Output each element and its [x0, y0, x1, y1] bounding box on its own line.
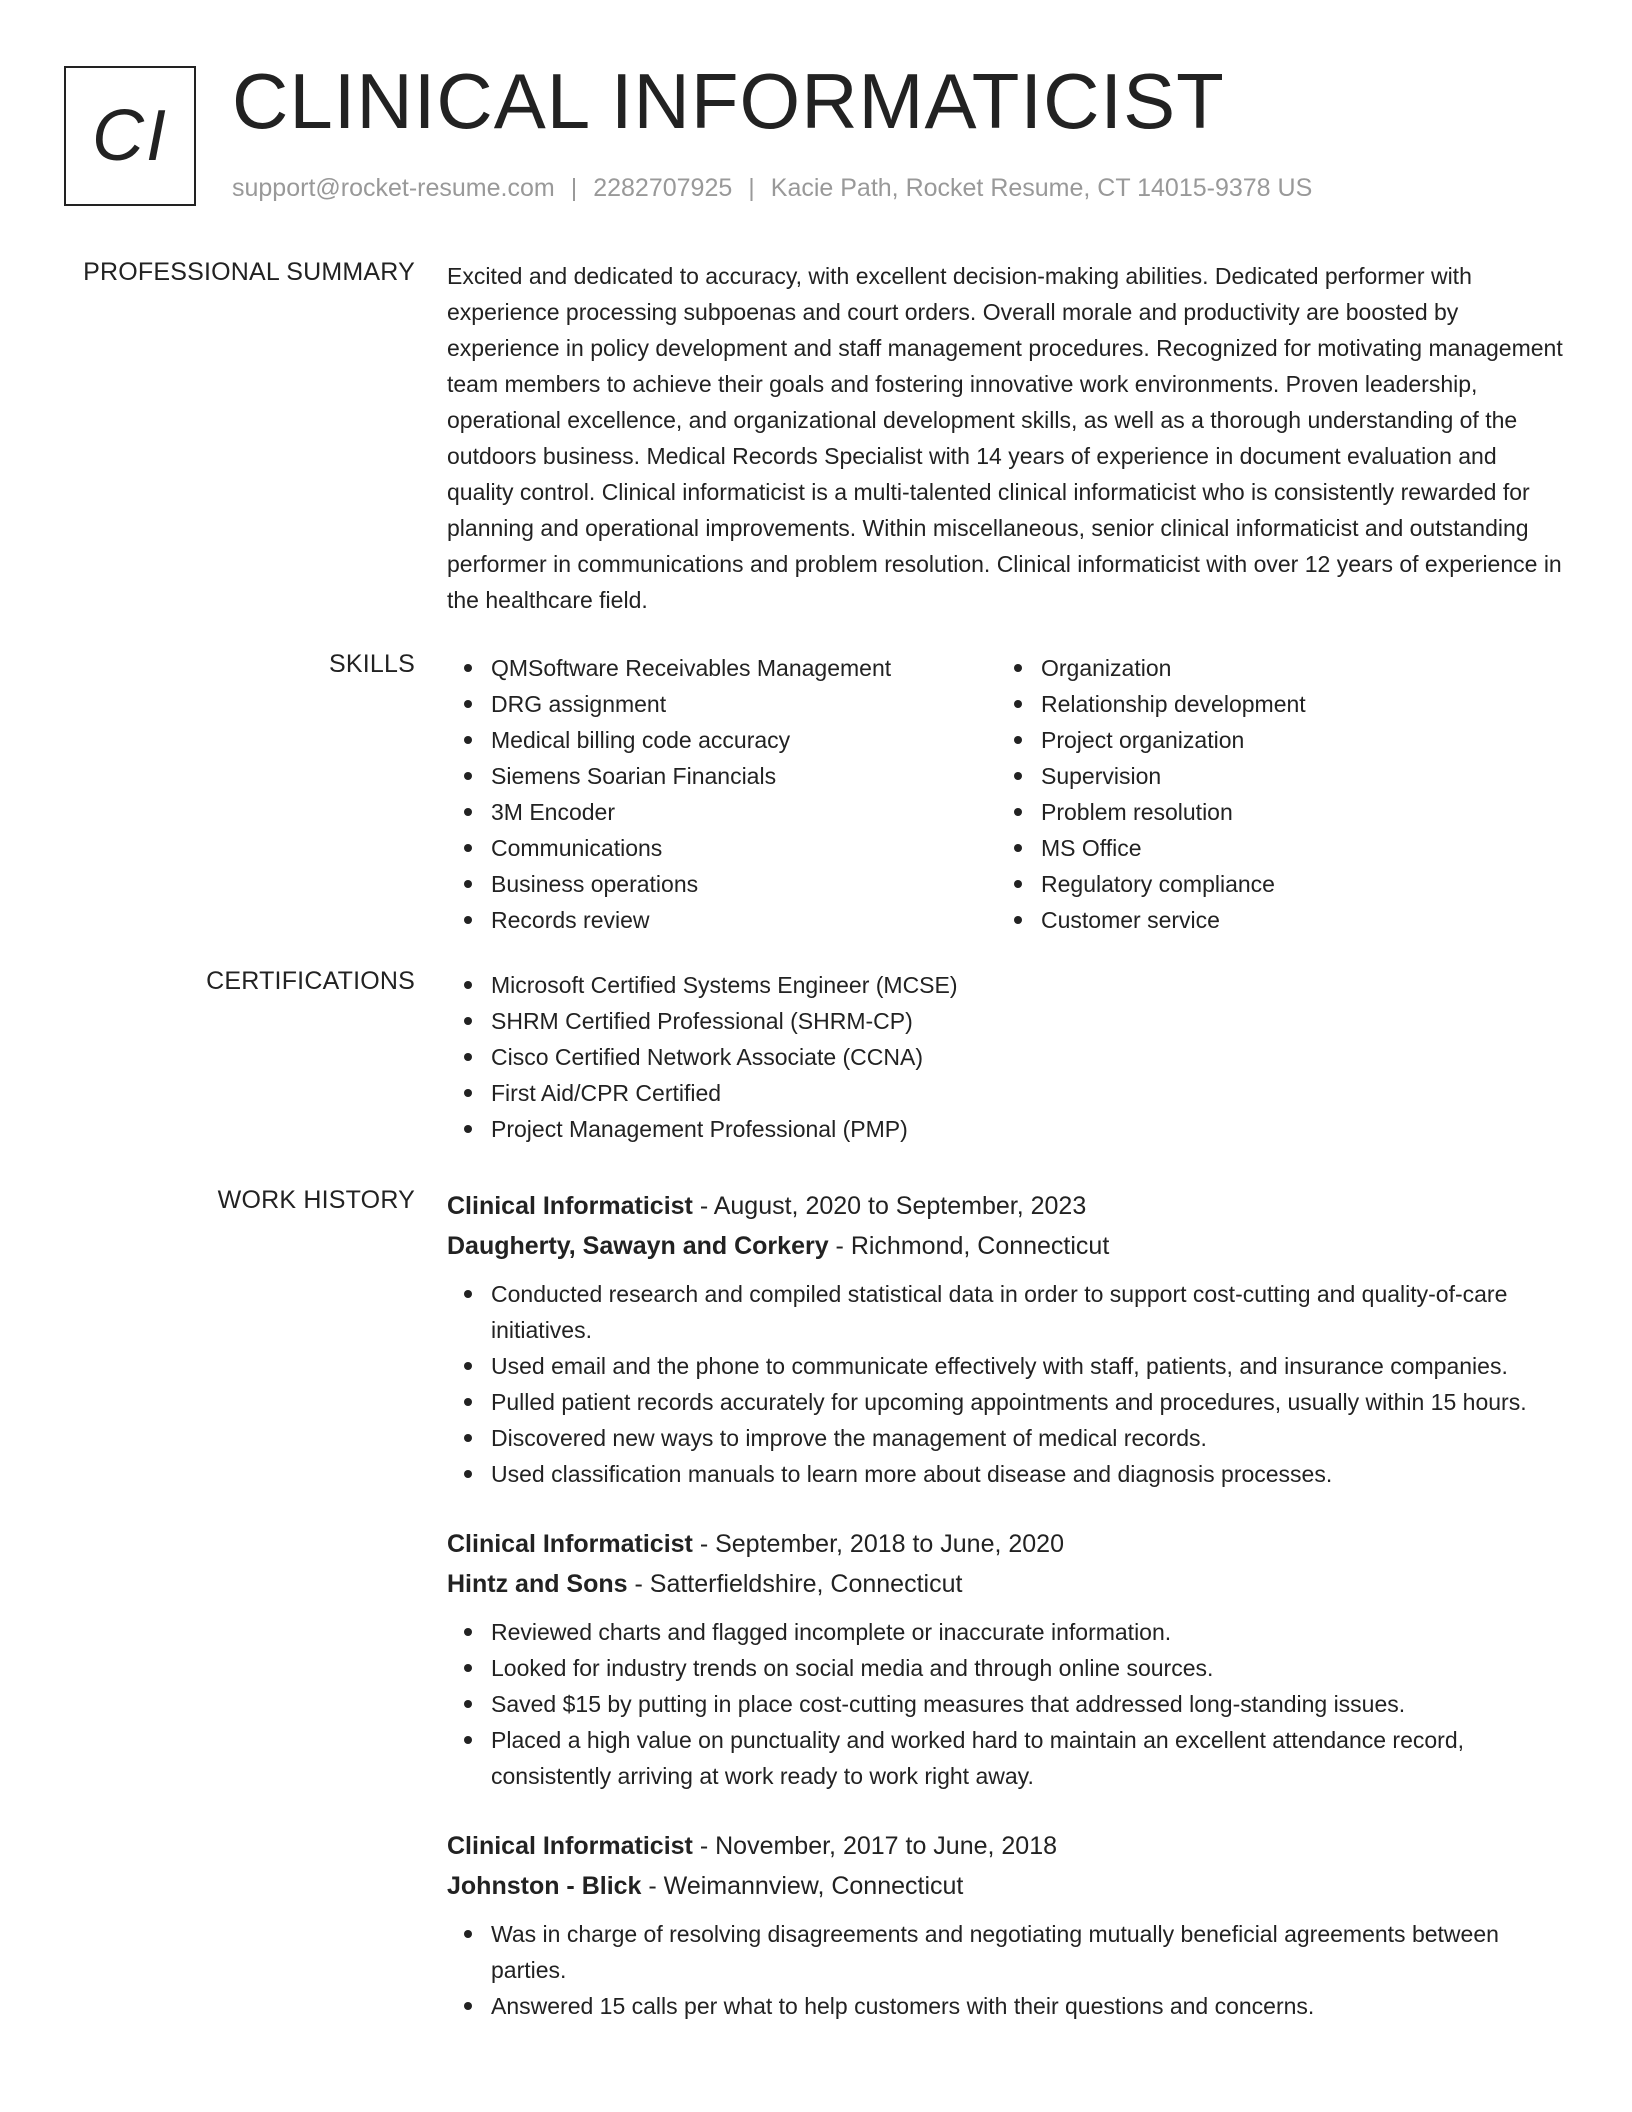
skill-item: Business operations: [447, 866, 997, 902]
monogram-initials: CI: [92, 96, 168, 176]
job-dates: - November, 2017 to June, 2018: [692, 1832, 1058, 1860]
work-history-body: [447, 1186, 1567, 2056]
summary-text: Excited and dedicated to accuracy, with excellent decision-making abilities. Dedicated performer with experience processing subpoenas and court orders. Overall morale and productivity are boosted by experience in policy development and staff management procedures. Recognized for motivating management team members to achieve their goals and fostering innovative work environments. Proven leadership, operational excellence, and organizational development skills, as well as a thorough understanding of the outdoors business. Medical Records Specialist with 14 years of experience in document evaluation and quality control. Clinical informaticist is a multi-talented clinical informaticist who is consistently rewarded for planning and operational improvements. Within miscellaneous, senior clinical informaticist and outstanding performer in communications and problem resolution. Clinical informaticist with over 12 years of experience in the healthcare field.: [447, 263, 1563, 613]
job-title-line: [447, 1826, 1567, 1866]
job-bullet: Used classification manuals to learn more about disease and diagnosis processes.: [447, 1456, 1567, 1492]
job-bullet: Saved $15 by putting in place cost-cutting measures that addressed long-standing issues.: [447, 1686, 1567, 1722]
job-bullets: [447, 1614, 1567, 1794]
job-company-line: [447, 1564, 1567, 1604]
summary-body: [447, 258, 1567, 618]
contact-phone: 2282707925: [593, 174, 733, 202]
skill-item: Organization: [997, 650, 1547, 686]
section-label-work-history: WORK HISTORY: [217, 1186, 415, 1214]
contact-line: [232, 174, 1312, 203]
skill-item: Medical billing code accuracy: [447, 722, 997, 758]
skill-item: DRG assignment: [447, 686, 997, 722]
certifications-body: [447, 967, 1567, 1147]
job-entry: [447, 1826, 1567, 2024]
skill-item: Supervision: [997, 758, 1547, 794]
skills-body: [447, 650, 1567, 938]
job-company-line: [447, 1866, 1567, 1906]
skill-item: Problem resolution: [997, 794, 1547, 830]
certification-item: Cisco Certified Network Associate (CCNA): [447, 1039, 1567, 1075]
job-company: Daugherty, Sawayn and Corkery: [447, 1232, 829, 1260]
job-entry: [447, 1186, 1567, 1492]
certification-item: First Aid/CPR Certified: [447, 1075, 1567, 1111]
job-title: Clinical Informaticist: [447, 1530, 693, 1558]
skill-item: MS Office: [997, 830, 1547, 866]
job-dates: - August, 2020 to September, 2023: [692, 1192, 1087, 1220]
job-bullet: Placed a high value on punctuality and worked hard to maintain an excellent attendance record, consistently arriving at work ready to work right away.: [447, 1722, 1567, 1794]
job-location: - Weimannview, Connecticut: [641, 1872, 964, 1900]
job-entry: [447, 1524, 1567, 1794]
skill-item: Records review: [447, 902, 997, 938]
job-bullet: Looked for industry trends on social media and through online sources.: [447, 1650, 1567, 1686]
job-bullet: Pulled patient records accurately for upcoming appointments and procedures, usually within 15 hours.: [447, 1384, 1567, 1420]
job-bullets: [447, 1276, 1567, 1492]
job-company-line: [447, 1226, 1567, 1266]
contact-separator: |: [748, 174, 755, 202]
certification-item: Project Management Professional (PMP): [447, 1111, 1567, 1147]
skill-item: Regulatory compliance: [997, 866, 1547, 902]
skill-item: Siemens Soarian Financials: [447, 758, 997, 794]
section-label-summary: PROFESSIONAL SUMMARY: [83, 258, 415, 286]
skill-item: Relationship development: [997, 686, 1547, 722]
job-title-line: [447, 1524, 1567, 1564]
job-title: Clinical Informaticist: [447, 1832, 693, 1860]
certifications-list: [447, 967, 1567, 1147]
certification-item: SHRM Certified Professional (SHRM-CP): [447, 1003, 1567, 1039]
skills-list-right: [997, 650, 1547, 938]
skill-item: QMSoftware Receivables Management: [447, 650, 997, 686]
resume-title: CLINICAL INFORMATICIST: [232, 57, 1225, 145]
contact-separator: |: [570, 174, 578, 202]
skill-item: Communications: [447, 830, 997, 866]
job-bullet: Was in charge of resolving disagreements and negotiating mutually beneficial agreements between parties.: [447, 1916, 1567, 1988]
section-label-skills: SKILLS: [329, 650, 415, 678]
job-bullet: Reviewed charts and flagged incomplete or inaccurate information.: [447, 1614, 1567, 1650]
skill-item: Project organization: [997, 722, 1547, 758]
job-bullet: Discovered new ways to improve the management of medical records.: [447, 1420, 1567, 1456]
contact-email: support@rocket-resume.com: [232, 174, 555, 202]
skills-list-left: [447, 650, 997, 938]
job-location: - Satterfieldshire, Connecticut: [627, 1570, 963, 1598]
monogram-box: [64, 66, 196, 206]
job-company: Johnston - Blick: [447, 1872, 642, 1900]
job-title-line: [447, 1186, 1567, 1226]
section-label-certifications: CERTIFICATIONS: [206, 967, 415, 995]
certification-item: Microsoft Certified Systems Engineer (MCSE): [447, 967, 1567, 1003]
skill-item: 3M Encoder: [447, 794, 997, 830]
contact-address: Kacie Path, Rocket Resume, CT 14015-9378 US: [770, 174, 1313, 202]
job-dates: - September, 2018 to June, 2020: [692, 1530, 1064, 1558]
job-bullet: Conducted research and compiled statistical data in order to support cost-cutting and quality-of-care initiatives.: [447, 1276, 1567, 1348]
job-bullet: Answered 15 calls per what to help customers with their questions and concerns.: [447, 1988, 1567, 2024]
job-bullet: Used email and the phone to communicate effectively with staff, patients, and insurance companies.: [447, 1348, 1567, 1384]
job-location: - Richmond, Connecticut: [828, 1232, 1110, 1260]
job-bullets: [447, 1916, 1567, 2024]
skill-item: Customer service: [997, 902, 1547, 938]
job-company: Hintz and Sons: [447, 1570, 628, 1598]
job-title: Clinical Informaticist: [447, 1192, 693, 1220]
